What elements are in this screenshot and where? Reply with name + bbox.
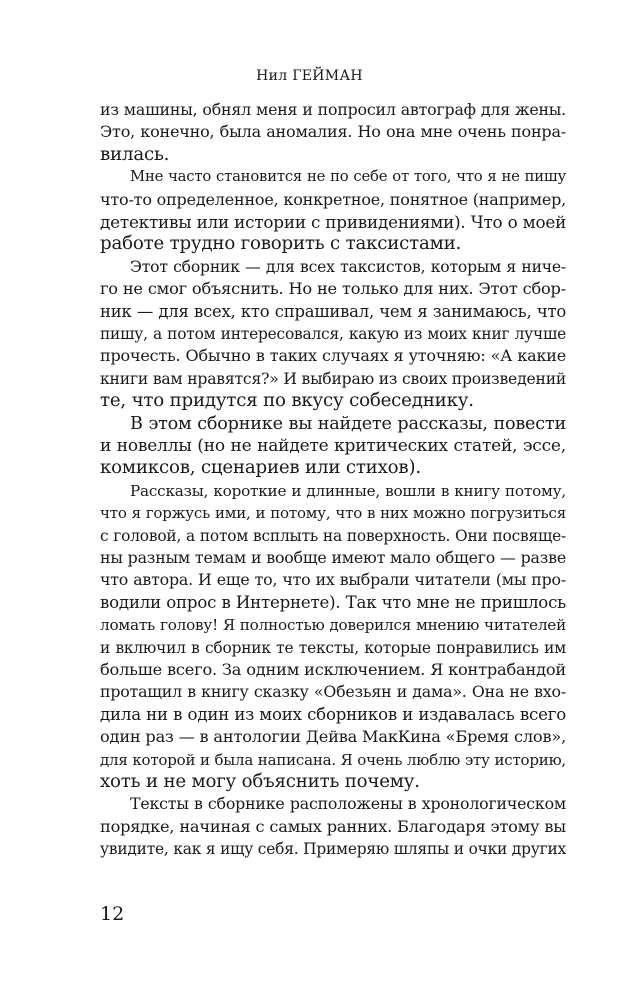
page-number: 12 [100, 903, 125, 925]
text-line: что автора. И еще то, что их выбрали читатели (мы про- [100, 570, 566, 590]
text-line: с головой, а потом всплыть на поверхность. Они посвяще- [100, 526, 566, 545]
text-line: Этот сборник — для всех таксистов, которым я ниче- [130, 257, 566, 276]
text-line: больше всего. За одним исключением. Я контрабандой [100, 660, 566, 679]
text-line: Тексты в сборнике расположены в хронологическом [130, 794, 566, 814]
text-line: Это, конечно, была аномалия. Но она мне очень понра- [100, 122, 566, 142]
text-line: один раз — в антологии Дейва МакКина «Бремя слов», [100, 727, 567, 747]
text-line: ломать голову! Я полностью доверился мнению читателей [100, 616, 566, 635]
text-line: что я горжусь ими, и потому, что в них можно погрузиться [100, 504, 566, 523]
text-line: детективы или истории с привидениями). Что о моей [100, 212, 567, 232]
text-line: ны разным темам и вообще имеют мало общего — разве [100, 548, 566, 567]
text-line: и включил в сборник те тексты, которые понравились им [100, 638, 566, 657]
text-line: го не смог объяснить. Но не только для них. Этот сбор- [100, 279, 566, 299]
text-line: прочесть. Обычно в таких случаях я уточняю: «А какие [100, 346, 566, 366]
text-line: книги вам нравятся?» И выбираю из своих произведений [100, 369, 567, 388]
text-line: из машины, обнял меня и попросил автограф для жены. [100, 100, 566, 119]
text-line: В этом сборнике вы найдете рассказы, повести [130, 413, 566, 434]
running-head: Нил ГЕЙМАН [256, 68, 363, 84]
text-line: и новеллы (но не найдете критических статей, эссе, [100, 436, 566, 456]
text-line: увидите, как я ищу себя. Примеряю шляпы и очки других [100, 840, 566, 859]
text-line: Мне часто становится не по себе от того, что я не пишу [130, 168, 566, 186]
text-line: протащил в книгу сказку «Обезьян и дама». Она не вхо- [100, 682, 566, 702]
text-line: пишу, а потом интересовался, какую из моих книг лучше [100, 325, 566, 343]
text-line: комиксов, сценариев или стихов). [100, 457, 421, 479]
text-line: Рассказы, короткие и длинные, вошли в книгу потому, [130, 481, 566, 500]
text-line: хоть и не могу объяснить почему. [100, 771, 420, 792]
text-line: для которой и была написана. Я очень люблю эту историю, [100, 750, 566, 769]
text-line: водили опрос в Интернете). Так что мне не пришлось [100, 592, 566, 612]
text-line: вилась. [100, 143, 170, 165]
text-line: работе трудно говорить с таксистами. [100, 233, 462, 255]
text-line: дила ни в один из моих сборников и издавалась всего [100, 704, 566, 724]
text-line: ник — для всех, кто спрашивал, чем я занимаюсь, что [100, 301, 566, 321]
text-line: что-то определенное, конкретное, понятное (например, [100, 189, 567, 209]
text-line: порядке, начиная с самых ранних. Благодаря этому вы [100, 816, 566, 836]
text-line: те, что придутся по вкусу собеседнику. [100, 390, 474, 412]
